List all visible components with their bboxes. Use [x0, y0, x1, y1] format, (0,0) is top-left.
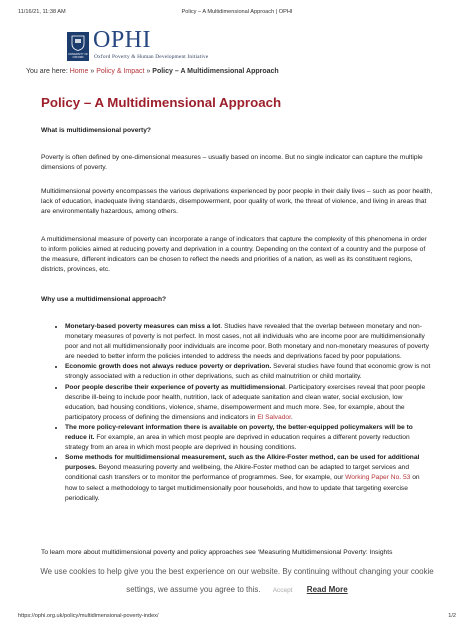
ophi-logo[interactable]	[67, 27, 297, 67]
paragraph: To learn more about multidimensional poverty and policy approaches see ‘Measuring Multidimensional Poverty: Insights	[41, 549, 393, 556]
el-salvador-link[interactable]: El Salvador	[257, 413, 291, 421]
oxford-crest-icon: UNIVERSITY OF OXFORD	[67, 32, 89, 61]
breadcrumb-section-link[interactable]: Policy & Impact	[96, 68, 145, 75]
print-page-title: Policy – A Multidimensional Approach | OPHI	[181, 9, 293, 15]
logo-tagline: Oxford Poverty & Human Development Initiative	[94, 54, 209, 60]
paragraph: Multidimensional poverty encompasses the various deprivations experienced by poor people in their daily lives – such as poor health, lack of education, inadequate living standards, disempowerment, poor quality of work, the threat of violence, and living in areas that are environmentally hazardous, among others.	[41, 188, 433, 216]
list-item: • The more policy-relevant information there is available on poverty, the better-equipped policymakers will be to reduce it. For example, an area in which most people are deprived in education requires a different poverty reduction strategy from an area in which most people are deprived in housing conditions.	[65, 423, 433, 453]
cookie-read-more-link[interactable]: Read More	[306, 585, 348, 594]
question-heading: What is multidimensional poverty?	[41, 127, 151, 134]
print-datetime: 11/16/21, 11:38 AM	[18, 9, 66, 15]
breadcrumb-current: Policy – A Multidimensional Approach	[152, 68, 279, 75]
page-title: Policy – A Multidimensional Approach	[41, 95, 282, 110]
cookie-message: settings, we assume you agree to this.	[126, 585, 261, 594]
question-heading: Why use a multidimensional approach?	[41, 296, 167, 303]
reasons-list	[41, 322, 433, 504]
cookie-message: We use cookies to help give you the best experience on our website. By continuing without changing your cookie	[40, 567, 434, 576]
print-page-number: 1/2	[448, 613, 456, 619]
paragraph: Poverty is often defined by one-dimensional measures – usually based on income. But no single indicator can capture the multiple dimensions of poverty.	[41, 154, 423, 172]
paragraph: A multidimensional measure of poverty can incorporate a range of indicators that capture the complexity of this phenomena in order to inform policies aimed at reducing poverty and deprivation in a country. Depending on the context of a country and the purpose of the measure, different indicators can be chosen to reflect the needs and priorities of a nation, as well as its constituent regions, districts, provinces, etc.	[41, 236, 427, 274]
breadcrumb	[26, 68, 279, 75]
list-item: • Poor people describe their experience of poverty as multidimensional. Participatory exercises reveal that poor people describe ill-being to include poor health, nutrition, lack of adequate sanitation and clean water, social exclusion, low education, bad housing conditions, violence, shame, disempowerment and much more. See, for example, about the participatory process of defining the dimensions and indicators in El Salvador.	[65, 383, 433, 423]
cookie-accept-button[interactable]: Accept	[272, 587, 293, 594]
breadcrumb-home-link[interactable]: Home	[69, 68, 89, 75]
print-header	[18, 9, 456, 19]
working-paper-link[interactable]: Working Paper No. 53	[345, 474, 411, 482]
cookie-banner	[0, 560, 474, 604]
breadcrumb-separator: »	[146, 68, 151, 75]
list-item: • Some methods for multidimensional measurement, such as the Alkire-Foster method, can be used for additional purposes. Beyond measuring poverty and wellbeing, the Alkire-Foster method can be adapted to target services and conditional cash transfers or to monitor the performance of programmes. See, for example, our Working Paper No. 53 on how to select a methodology to target multidimensionally poor households, and how to update that targeting exercise periodically.	[65, 453, 433, 503]
list-item: • Monetary-based poverty measures can miss a lot. Studies have revealed that the overlap between monetary and non-monetary measures of poverty is not perfect. In most cases, not all individuals who are income poor are multidimensionally poor and not all multidimensionally poor individuals are income poor. Both monetary and non-monetary measures of poverty are needed to better inform the policies intended to address the needs and deprivations faced by poor populations.	[65, 322, 433, 362]
breadcrumb-prefix: You are here:	[26, 68, 68, 75]
print-url: https://ophi.org.uk/policy/multidimensional-poverty-index/	[18, 613, 159, 619]
breadcrumb-separator: »	[90, 68, 95, 75]
list-item: • Economic growth does not always reduce poverty or deprivation. Several studies have found that economic grow is not strongly associated with a reduction in other deprivations, such as child malnutrition or child mortality.	[65, 362, 433, 382]
logo-wordmark: OPHI	[93, 27, 152, 53]
